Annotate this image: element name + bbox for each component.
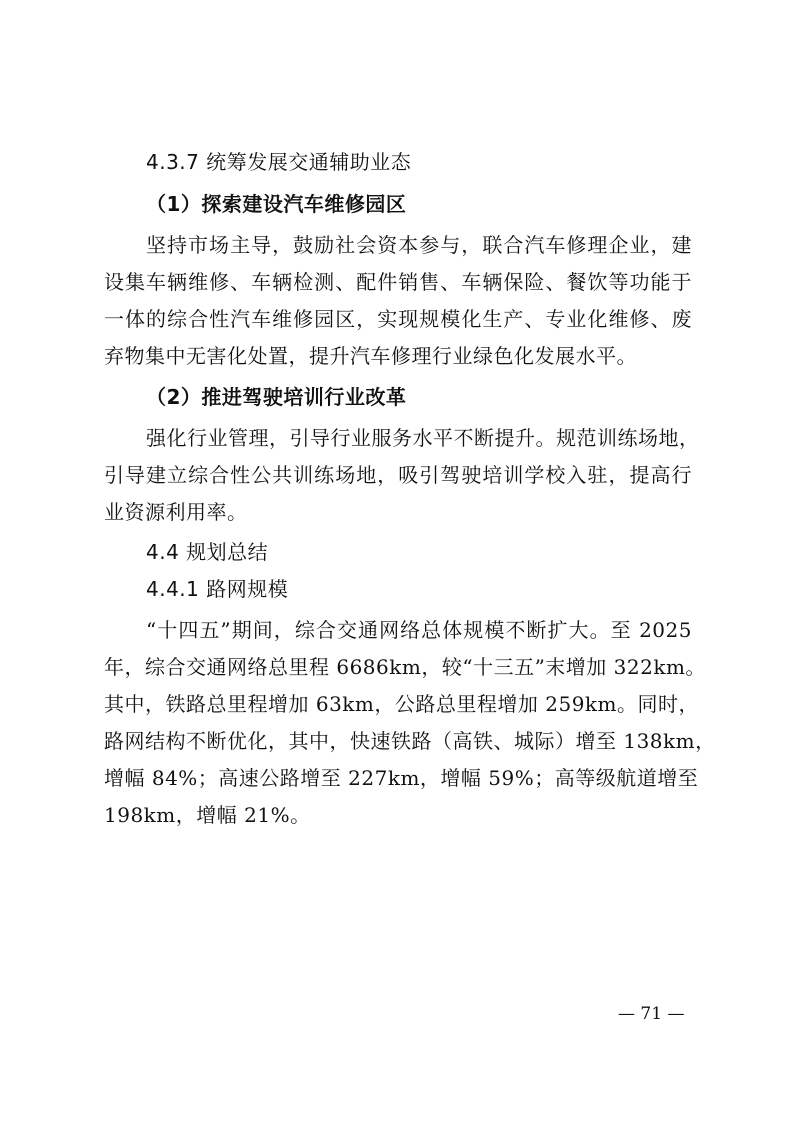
paragraph-line: 引导建立综合性公共训练场地，吸引驾驶培训学校入驻，提高行	[104, 463, 692, 487]
paragraph-line: 弃物集中无害化处置，提升汽车修理行业绿色化发展水平。	[104, 344, 637, 368]
paragraph-line: 一体的综合性汽车维修园区，实现规模化生产、专业化维修、废	[104, 307, 692, 331]
subsection-title-driver-training-reform: （2）推进驾驶培训行业改革	[146, 385, 407, 409]
paragraph-line: 年，综合交通网络总里程 6686km，较“十三五”末增加 322km。	[104, 655, 706, 679]
paragraph-line: “十四五”期间，综合交通网络总体规模不断扩大。至 2025	[146, 618, 692, 642]
paragraph-line: 业资源利用率。	[104, 500, 248, 524]
paragraph-line: 设集车辆维修、车辆检测、配件销售、车辆保险、餐饮等功能于	[104, 270, 692, 294]
paragraph-line: 坚持市场主导，鼓励社会资本参与，联合汽车修理企业，建	[146, 233, 692, 257]
section-heading-4-4-1: 4.4.1 路网规模	[146, 577, 289, 601]
paragraph-line: 其中，铁路总里程增加 63km，公路总里程增加 259km。同时，	[104, 692, 700, 716]
subsection-title-auto-repair-park: （1）探索建设汽车维修园区	[146, 192, 407, 216]
paragraph-line: 198km，增幅 21%。	[104, 803, 311, 827]
section-heading-4-4: 4.4 规划总结	[146, 540, 269, 564]
paragraph-line: 增幅 84%；高速公路增至 227km，增幅 59%；高等级航道增至	[104, 766, 699, 790]
paragraph-line: 强化行业管理，引导行业服务水平不断提升。规范训练场地，	[146, 426, 700, 450]
section-heading-4-3-7: 4.3.7 统筹发展交通辅助业态	[146, 150, 412, 174]
paragraph-line: 路网结构不断优化，其中，快速铁路（高铁、城际）增至 138km，	[104, 729, 716, 753]
page-number: — 71 —	[618, 1004, 685, 1024]
